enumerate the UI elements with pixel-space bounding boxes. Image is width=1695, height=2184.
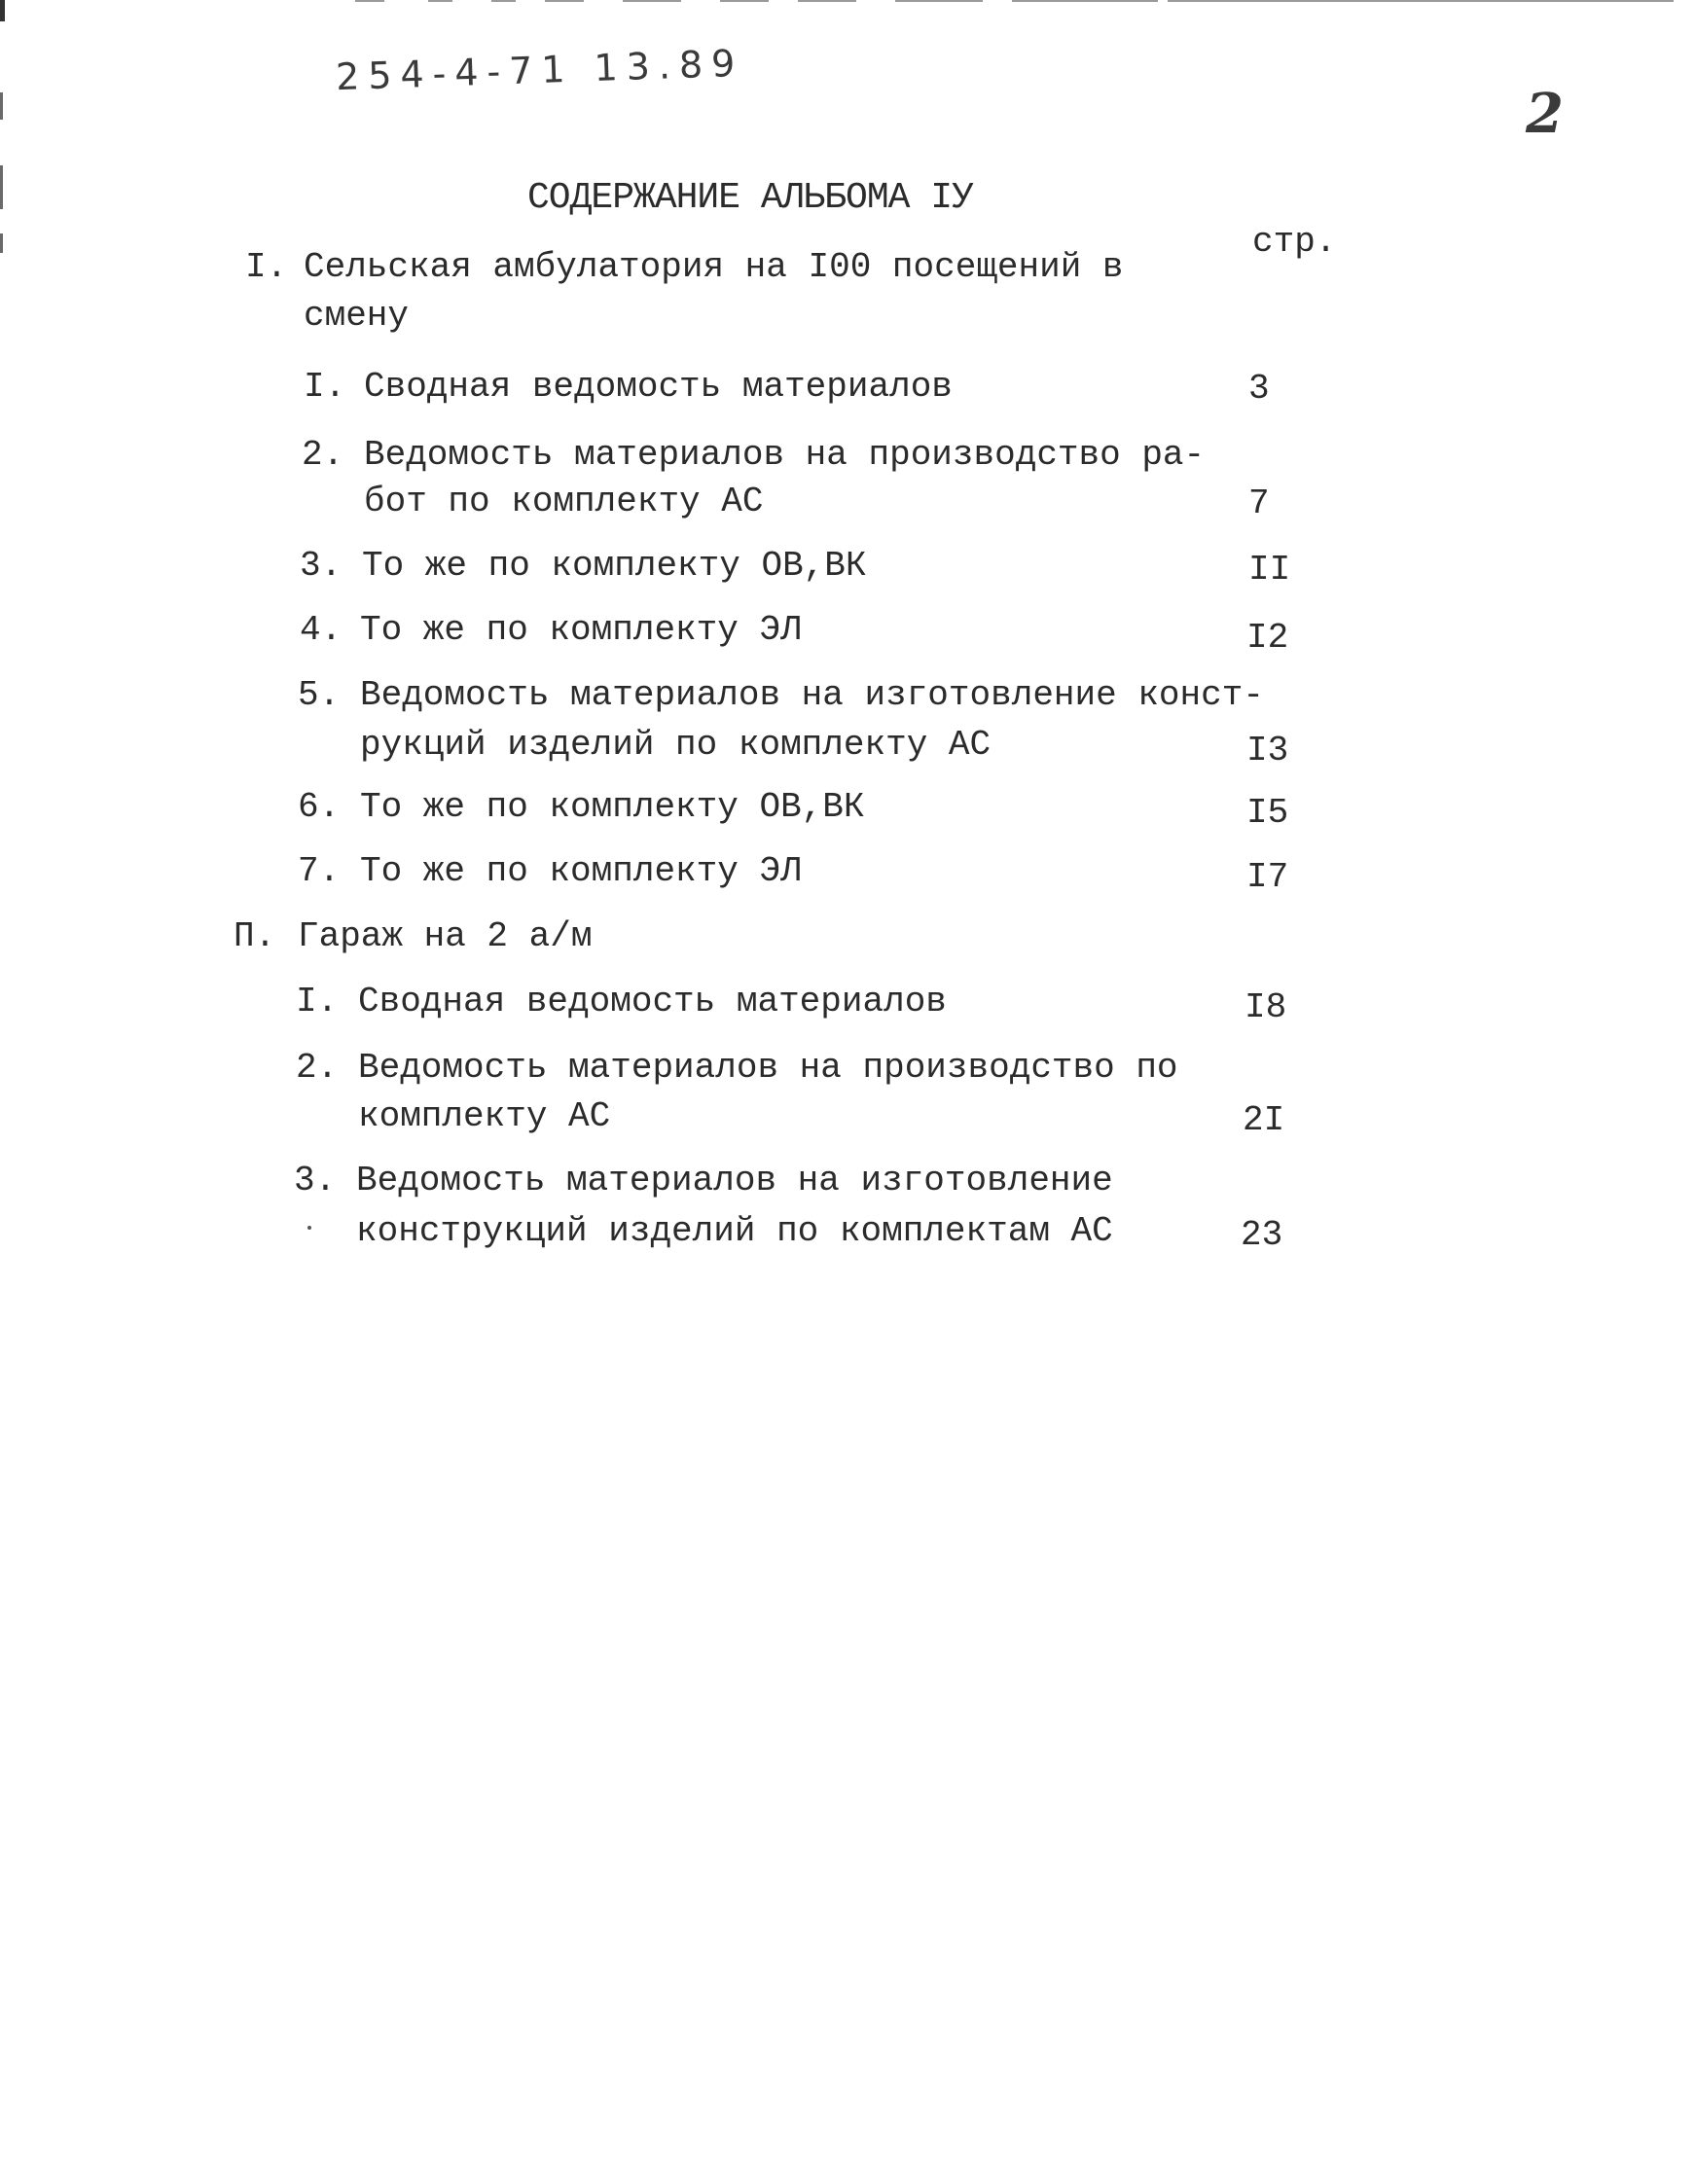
item-page: 7 [1248, 483, 1270, 523]
item-page: I2 [1246, 618, 1289, 658]
item-page: I8 [1244, 987, 1287, 1027]
item-number: I. [296, 982, 339, 1021]
scan-artifact-line [545, 0, 584, 2]
item-number: 7. [298, 851, 341, 891]
item-page: I5 [1246, 793, 1289, 833]
scan-artifact-line [491, 0, 516, 2]
item-text: Ведомость материалов на производство по [358, 1048, 1178, 1088]
item-number: 5. [298, 675, 341, 715]
item-text: Ведомость материалов на изготовление конст- [360, 675, 1264, 715]
scan-edge-mark [0, 165, 3, 209]
section-title: смену [304, 296, 410, 336]
item-number: I. [304, 367, 346, 407]
item-number: 4. [300, 610, 343, 650]
item-text: Ведомость материалов на производство ра- [364, 435, 1206, 475]
page-number: 2 [1526, 82, 1564, 146]
item-page: 2I [1243, 1100, 1285, 1140]
scan-artifact-line [1012, 0, 1158, 2]
scan-corner-mark [0, 0, 5, 21]
scan-edge-mark [0, 92, 3, 120]
scan-artifact-line [623, 0, 681, 2]
item-text: Ведомость материалов на изготовление [356, 1161, 1113, 1200]
item-text: конструкций изделий по комплектам АС [356, 1211, 1113, 1251]
page-title: СОДЕРЖАНИЕ АЛЬБОМА IУ [527, 177, 973, 219]
scan-artifact-line [798, 0, 856, 2]
section-number: I. [245, 247, 288, 287]
item-number: 2. [302, 435, 344, 475]
item-page: I3 [1246, 731, 1289, 770]
scan-edge-mark [0, 233, 3, 253]
item-number: 6. [298, 787, 341, 827]
item-page: II [1248, 550, 1291, 590]
item-text: бот по комплекту АС [364, 482, 764, 521]
item-number: 3. [294, 1161, 337, 1200]
page-column-header: стр. [1252, 222, 1337, 262]
section-number: П. [234, 916, 276, 956]
item-text: То же по комплекту ЭЛ [360, 610, 802, 650]
scan-artifact-line [720, 0, 769, 2]
section-title: Сельская амбулатория на I00 посещений в [304, 247, 1124, 287]
item-text: комплекту АС [358, 1096, 611, 1136]
item-page: I7 [1246, 857, 1289, 897]
document-code: 254-4-71 13.89 [335, 41, 744, 99]
item-number: 2. [296, 1048, 339, 1088]
item-text: То же по комплекту ЭЛ [360, 851, 802, 891]
item-text: То же по комплекту ОВ,ВК [362, 546, 867, 586]
scan-artifact-line [1168, 0, 1674, 2]
item-text: Сводная ведомость материалов [364, 367, 953, 407]
section-title: Гараж на 2 а/м [298, 916, 593, 956]
scan-artifact-line [895, 0, 983, 2]
item-text: То же по комплекту ОВ,ВК [360, 787, 865, 827]
item-page: 3 [1248, 369, 1270, 409]
scan-artifact-line [428, 0, 452, 2]
item-text: рукций изделий по комплекту АС [360, 725, 992, 765]
scan-artifact-line [355, 0, 384, 2]
item-text: Сводная ведомость материалов [358, 982, 947, 1021]
scan-dot [307, 1226, 311, 1230]
item-page: 23 [1241, 1215, 1283, 1255]
item-number: 3. [300, 546, 343, 586]
